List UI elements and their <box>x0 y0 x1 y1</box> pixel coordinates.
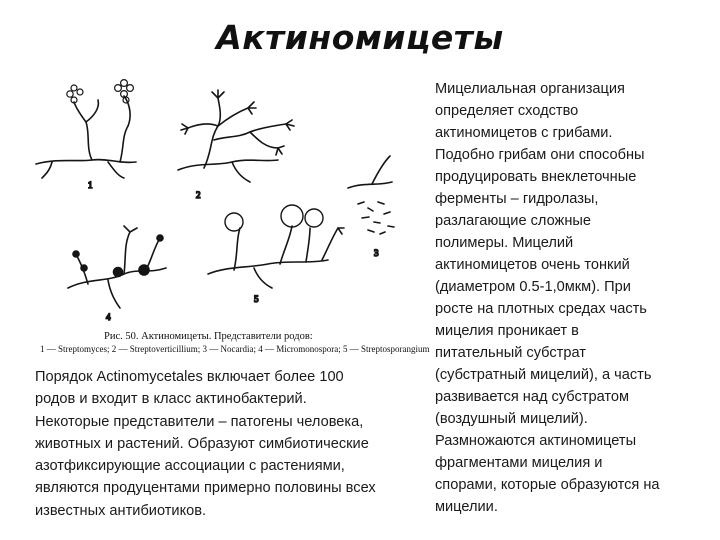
drawing-streptoverticillium <box>178 90 294 200</box>
label-5: 5 <box>254 294 259 304</box>
drawing-micromonospora <box>68 226 166 322</box>
figure-caption <box>40 330 430 356</box>
drawing-streptomyces <box>36 80 136 190</box>
label-4: 4 <box>106 312 111 322</box>
actinomycetes-illustration <box>28 78 430 360</box>
left-paragraph: Порядок Actinomycetales включает более 100 родов и входит в класс актинобактерий. Некоторые представители – патогены человека, животных и растений. Образуют симбиотические азотфиксирующие ассоциации с растениями, являются продуцентами примерно половины всех известных антибиотиков. <box>35 369 376 519</box>
drawing-streptosporangium <box>208 205 344 304</box>
page-title: Актиномицеты <box>216 18 504 57</box>
figure-caption-legend: 1 — Streptomyces; 2 — Streptoverticillium; 3 — Nocardia; 4 — Micromonospora; 5 — Streptosporangium <box>40 344 430 354</box>
label-1: 1 <box>88 180 93 190</box>
figure-caption-title: Рис. 50. Актиномицеты. Представители родов: <box>104 331 313 342</box>
label-2: 2 <box>196 190 201 200</box>
label-3: 3 <box>374 248 379 258</box>
drawing-nocardia <box>348 156 394 258</box>
right-paragraph: Мицелиальная организация определяет сходство актиномицетов с грибами. Подобно грибам они способны продуцировать внеклеточные ферменты – гидролазы, разлагающие сложные полимеры. Мицелий актиномицетов очень тонкий (диаметром 0.5-1,0мкм). При росте на плотных средах часть мицелия проникает в питательный субстрат (субстратный мицелий), а часть развивается над субстратом (воздушный мицелий). Размножаются актиномицеты фрагментами мицелия и спорами, которые образуются на мицелии. <box>435 81 660 515</box>
